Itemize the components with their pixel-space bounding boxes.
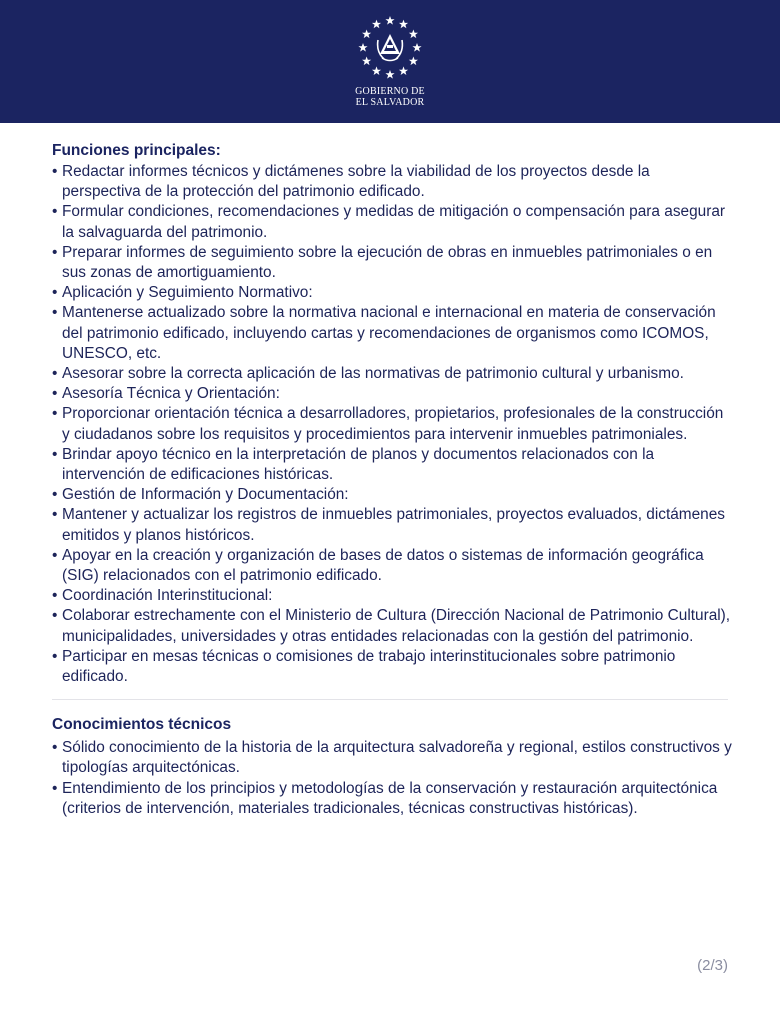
list-item (52, 243, 732, 283)
bullet-icon: • (52, 385, 58, 403)
list-item (52, 162, 732, 202)
page-number: (2/3) (697, 957, 728, 974)
org-name-line1: GOBIERNO DE (355, 86, 425, 97)
list-item-text: Preparar informes de seguimiento sobre la ejecución de obras en inmuebles patrimoniales o en sus zonas de amortiguamiento. (62, 243, 713, 282)
bullet-icon: • (52, 243, 58, 261)
coat-of-arms-icon (356, 14, 424, 82)
org-name-line2: EL SALVADOR (355, 97, 425, 108)
section-title-conocimientos: Conocimientos técnicos (52, 716, 232, 734)
list-item (52, 779, 732, 819)
list-item (52, 303, 732, 364)
list-item-text: Asesorar sobre la correcta aplicación de las normativas de patrimonio cultural y urbanismo. (62, 365, 684, 383)
list-item (52, 606, 732, 646)
section-divider (52, 699, 728, 700)
list-item (52, 283, 732, 303)
list-item (52, 647, 732, 687)
bullet-icon: • (52, 405, 58, 423)
list-item-text: Formular condiciones, recomendaciones y medidas de mitigación o compensación para asegurar la salvaguarda del patrimonio. (62, 203, 725, 241)
bullet-icon: • (52, 445, 58, 463)
bullet-icon: • (52, 284, 58, 302)
list-item (52, 384, 732, 404)
list-item-text: Participar en mesas técnicas o comisiones de trabajo interinstitucionales sobre patrimonio edificado. (62, 647, 676, 686)
bullet-icon: • (52, 506, 58, 524)
list-item (52, 586, 732, 606)
bullet-icon: • (52, 779, 58, 797)
list-item-text: Gestión de Información y Documentación: (62, 486, 349, 504)
list-item (52, 485, 732, 505)
list-item-text: Asesoría Técnica y Orientación: (62, 385, 280, 403)
list-item-text: Sólido conocimiento de la historia de la arquitectura salvadoreña y regional, estilos constructivos y tipologías arquitectónicas. (62, 739, 732, 777)
funciones-list (52, 162, 732, 687)
list-item-text: Apoyar en la creación y organización de bases de datos o sistemas de información geográfica (SIG) relacionados con el patrimonio edificado. (62, 546, 704, 585)
bullet-icon: • (52, 304, 58, 322)
list-item-text: Mantenerse actualizado sobre la normativa nacional e internacional en materia de conservación del patrimonio edificado, incluyendo cartas y recomendaciones de organismos como ICOMOS, UNESCO, etc. (62, 304, 716, 362)
list-item-text: Coordinación Interinstitucional: (62, 587, 273, 605)
document-body (52, 140, 732, 819)
list-item-text: Brindar apoyo técnico en la interpretación de planos y documentos relacionados con la intervención de edificaciones históricas. (62, 445, 655, 484)
government-logo (340, 14, 440, 110)
list-item (52, 738, 732, 778)
list-item (52, 202, 732, 242)
list-item (52, 445, 732, 485)
conocimientos-list (52, 738, 732, 819)
list-item-text: Colaborar estrechamente con el Ministerio de Cultura (Dirección Nacional de Patrimonio Cultural), municipalidades, universidades y otras entidades relacionadas con la gestión del patrimonio. (62, 607, 731, 645)
list-item-text: Redactar informes técnicos y dictámenes sobre la viabilidad de los proyectos desde la perspectiva de la protección del patrimonio edificado. (62, 163, 650, 201)
list-item (52, 546, 732, 586)
section-title-funciones: Funciones principales: (52, 142, 221, 159)
list-item (52, 364, 732, 384)
bullet-icon: • (52, 587, 58, 605)
list-item-text: Aplicación y Seguimiento Normativo: (62, 284, 313, 302)
list-item-text: Mantener y actualizar los registros de inmuebles patrimoniales, proyectos evaluados, dictámenes emitidos y planos históricos. (62, 506, 725, 544)
bullet-icon: • (52, 647, 58, 665)
list-item-text: Entendimiento de los principios y metodologías de la conservación y restauración arquitectónica (criterios de intervención, materiales tradicionales, técnicas constructivas históricas). (62, 779, 718, 817)
list-item (52, 404, 732, 444)
bullet-icon: • (52, 163, 58, 180)
bullet-icon: • (52, 607, 58, 625)
list-item (52, 505, 732, 545)
list-item-text: Proporcionar orientación técnica a desarrolladores, propietarios, profesionales de la construcción y ciudadanos sobre los requisitos y procedimientos para intervenir inmuebles patrimoniales. (62, 405, 724, 443)
bullet-icon: • (52, 546, 58, 564)
bullet-icon: • (52, 739, 58, 757)
page-header (0, 0, 780, 123)
bullet-icon: • (52, 486, 58, 504)
bullet-icon: • (52, 203, 58, 221)
bullet-icon: • (52, 365, 58, 383)
